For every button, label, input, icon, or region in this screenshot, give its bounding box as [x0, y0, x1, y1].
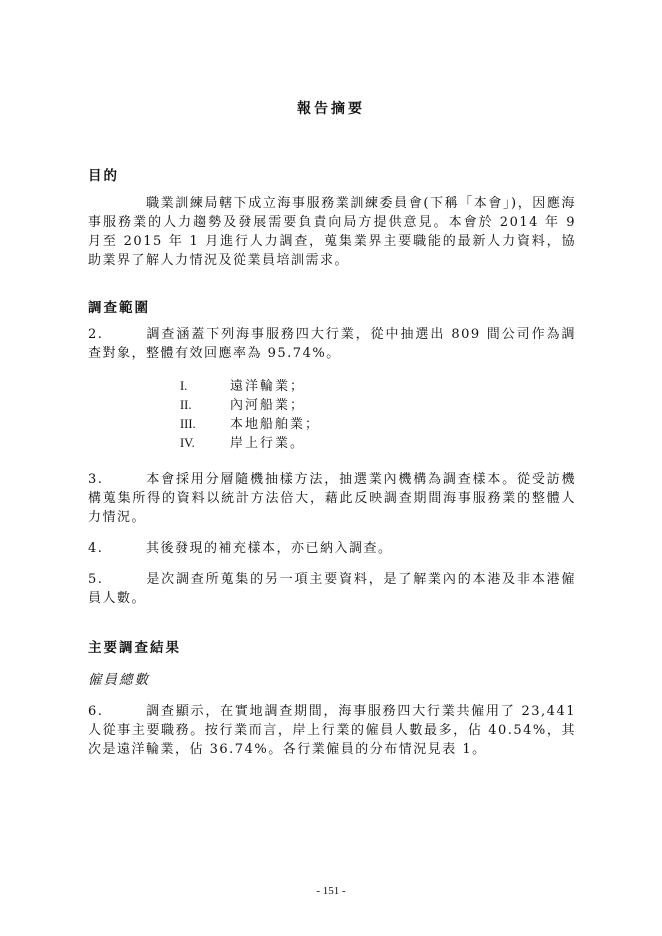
paragraph-3-text: 本會採用分層隨機抽樣方法，抽選業內機構為調查樣本。從受訪機構蒐集所得的資料以統計方法倍大，藉此反映調查期間海事服務業的整體人力情況。: [88, 472, 576, 525]
paragraph-purpose-text: 職業訓練局轄下成立海事服務業訓練委員會(下稱「本會」)，因應海事服務業的人力趨勢及發展需要負責向局方提供意見。本會於 2014 年 9 月至 2015 年 1 月進行人力調查，蒐集業界主要職能的最新人力資料，協助業界了解人力情況及從業員培訓需求。: [88, 196, 576, 268]
page-number: - 151 -: [316, 885, 346, 897]
list-item-text: 內河船業；: [230, 398, 306, 413]
paragraph-purpose: [88, 194, 576, 270]
list-item-text: 岸上行業。: [230, 436, 306, 451]
paragraph-6-text: 調查顯示，在實地調查期間，海事服務四大行業共僱用了 23,441 人從事主要職務。按行業而言，岸上行業的僱員人數最多，佔 40.54%，其次是遠洋輪業，佔 36.74%。各行業僱員的分布情況見表 1。: [88, 704, 576, 757]
section-heading-scope: 調查範圍: [88, 300, 150, 316]
paragraph-4: [88, 539, 576, 558]
paragraph-4-text: 其後發現的補充樣本，亦已納入調查。: [146, 541, 393, 556]
list-item: [180, 434, 320, 453]
subheading-total-employees: 僱員總數: [88, 672, 150, 688]
paragraph-3: [88, 470, 576, 527]
paragraph-5-text: 是次調查所蒐集的另一項主要資料，是了解業內的本港及非本港僱員人數。: [88, 572, 576, 606]
list-item-text: 本地船舶業；: [230, 417, 321, 432]
list-marker: II.: [180, 398, 192, 412]
paragraph-number: 4.: [88, 541, 104, 556]
list-marker: I.: [180, 379, 188, 393]
industry-list: [180, 377, 320, 453]
paragraph-2: [88, 325, 576, 363]
paragraph-6: [88, 702, 576, 759]
list-marker: IV.: [180, 436, 195, 450]
list-item: [180, 415, 320, 434]
paragraph-number: 3.: [88, 472, 104, 487]
paragraph-number: 6.: [88, 704, 104, 719]
paragraph-number: 2.: [88, 327, 104, 342]
list-item: [180, 377, 320, 396]
list-item: [180, 396, 320, 415]
section-heading-findings: 主要調查結果: [88, 640, 181, 656]
list-item-text: 遠洋輪業；: [230, 379, 306, 394]
list-marker: III.: [180, 417, 196, 431]
page-title: 報告摘要: [297, 101, 365, 117]
paragraph-5: [88, 570, 576, 608]
paragraph-number: 5.: [88, 572, 104, 587]
section-heading-purpose: 目的: [88, 168, 119, 184]
paragraph-2-text: 調查涵蓋下列海事服務四大行業，從中抽選出 809 間公司作為調查對象，整體有效回應率為 95.74%。: [88, 327, 576, 361]
